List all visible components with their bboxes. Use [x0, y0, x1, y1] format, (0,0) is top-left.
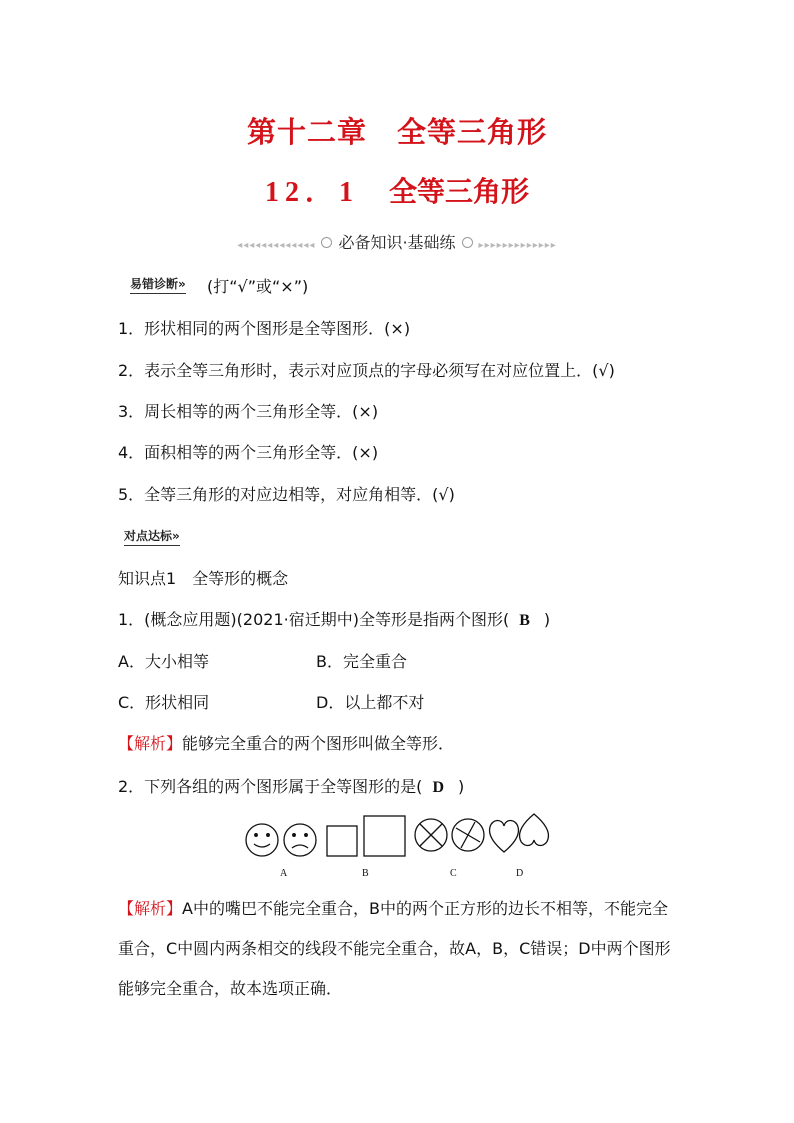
- q1-option-b: B．完全重合: [316, 652, 407, 671]
- sad-face-icon: [284, 824, 316, 856]
- question-2-stem: 2．下列各组的两个图形属于全等图形的是(: [118, 777, 423, 796]
- question-2: [118, 774, 464, 797]
- q1-analysis: [118, 731, 454, 754]
- section-title: [0, 170, 794, 210]
- q1-option-c: C．形状相同: [118, 693, 210, 712]
- q1-option-a: A．大小相等: [118, 652, 209, 671]
- small-square-icon: [327, 826, 357, 856]
- chapter-title: 第十二章 全等三角形: [246, 115, 547, 149]
- q2-analysis: [118, 889, 678, 1009]
- figure-label-a: A: [280, 868, 288, 879]
- divider-left-dot-icon: [321, 237, 332, 248]
- circle-cross-icon: [415, 819, 447, 851]
- q2-figure: [240, 812, 560, 864]
- q1-analysis-label: 【解析】: [118, 734, 183, 753]
- diagnosis-item: 5．全等三角形的对应边相等，对应角相等．(√): [118, 485, 455, 504]
- diagnosis-item: 2．表示全等三角形时，表示对应顶点的字母必须写在对应位置上．(√): [118, 361, 615, 380]
- heart-icon: [520, 814, 549, 846]
- question-1-answer: B: [519, 612, 530, 629]
- practice-tag: 对点达标»: [124, 527, 180, 546]
- question-2-close: ): [458, 777, 465, 796]
- q2-analysis-text: A中的嘴巴不能完全重合，B中的两个正方形的边长不相等，不能完全重合，C中圆内两条相交的线段不能完全重合，故A，B，C错误；D中两个图形能够完全重合，故本选项正确．: [118, 899, 671, 998]
- heart-icon: [490, 820, 519, 852]
- diagnosis-item: 3．周长相等的两个三角形全等．(×): [118, 402, 379, 421]
- divider-right-arrows: ▸▸▸▸▸▸▸▸▸▸▸▸▸: [478, 240, 557, 251]
- question-1-close: ): [543, 610, 551, 629]
- q1-analysis-text: 能够完全重合的两个图形叫做全等形．: [182, 734, 455, 753]
- figure-label-d: D: [516, 868, 524, 879]
- large-square-icon: [364, 816, 405, 856]
- divider-right-dot-icon: [462, 237, 473, 248]
- section-divider: [0, 230, 794, 253]
- divider-left-arrows: ◂◂◂◂◂◂◂◂◂◂◂◂◂: [237, 240, 316, 251]
- figure-label-b: B: [362, 868, 369, 879]
- knowledge-point-heading: 知识点1 全等形的概念: [118, 569, 289, 588]
- circle-cross-icon: [452, 819, 484, 851]
- q2-analysis-label: 【解析】: [118, 899, 183, 918]
- error-diagnosis-tag: 易错诊断»: [130, 275, 186, 294]
- section-name: 全等三角形: [389, 175, 530, 208]
- question-1: [118, 607, 550, 630]
- diagnosis-item: 4．面积相等的两个三角形全等．(×): [118, 443, 379, 462]
- divider-label: 必备知识·基础练: [338, 233, 456, 252]
- question-2-answer: D: [432, 779, 444, 796]
- question-1-stem: 1．(概念应用题)(2021·宿迁期中)全等形是指两个图形(: [118, 610, 510, 629]
- smiley-face-icon: [246, 824, 278, 856]
- q1-option-d: D．以上都不对: [316, 693, 425, 712]
- error-diagnosis-instruction: (打“√”或“×”): [207, 277, 309, 296]
- figure-label-c: C: [450, 868, 457, 879]
- diagnosis-item: 1．形状相同的两个图形是全等图形．(×): [118, 319, 411, 338]
- section-number: 12．1: [264, 177, 359, 208]
